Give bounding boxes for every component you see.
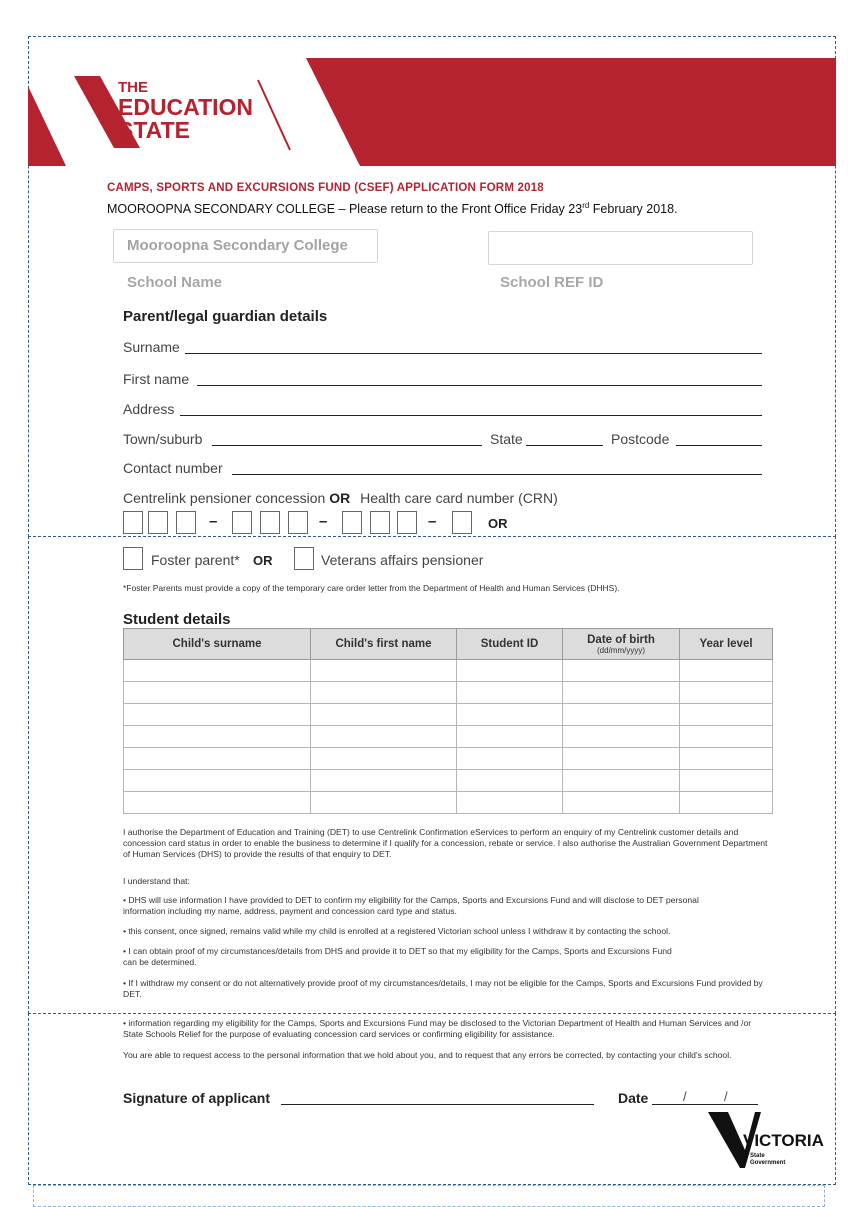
town-field[interactable] — [212, 445, 482, 446]
crn-digit-box[interactable] — [176, 511, 196, 534]
table-row — [124, 682, 773, 704]
table-row — [124, 770, 773, 792]
table-cell[interactable] — [124, 792, 311, 814]
table-cell[interactable] — [680, 682, 773, 704]
crn-separator: – — [319, 513, 328, 530]
dob-format: (dd/mm/yyyy) — [597, 645, 645, 655]
date-separator: / — [683, 1089, 687, 1104]
form-subtitle: MOOROOPNA SECONDARY COLLEGE – Please return to the Front Office Friday 23rd February 2018. — [107, 201, 678, 217]
address-label: Address — [123, 401, 175, 417]
surname-label: Surname — [123, 339, 180, 355]
contact-number-label: Contact number — [123, 460, 223, 476]
foster-parent-checkbox[interactable] — [123, 547, 143, 570]
victoria-sub-1: State — [750, 1153, 765, 1159]
surname-field[interactable] — [185, 353, 762, 354]
crn-digit-box[interactable] — [123, 511, 143, 534]
state-label: State — [490, 431, 523, 447]
consent-bullet-5: • information regarding my eligibility for the Camps, Sports and Excursions Fund may be disclosed to the Victorian Department of Health and Human Services and /or State Schools Relief for the purpose of evaluating concession card services or confirming eligibility for assistance. — [123, 1018, 752, 1039]
consent-bullet-4: • If I withdraw my consent or do not alternatively provide proof of my circumstances/details, I may not be eligible for the Camps, Sports and Excursions Fund provided by DET. — [123, 978, 763, 999]
school-name-label: School Name — [127, 274, 223, 291]
school-name-value: Mooroopna Secondary College — [127, 237, 348, 254]
table-cell[interactable] — [311, 704, 457, 726]
table-row — [124, 726, 773, 748]
education-state-logo — [74, 76, 290, 150]
foster-parent-label: Foster parent* — [151, 552, 240, 568]
table-cell[interactable] — [563, 704, 680, 726]
first-name-field[interactable] — [197, 385, 762, 386]
consent-access: You are able to request access to the personal information that we hold about you, and to request that any errors be corrected, by contacting your child's school. — [123, 1050, 732, 1060]
consent-bullet-1: • DHS will use information I have provided to DET to confirm my eligibility for the Camps, Sports and Excursions Fund and will disclose to DET personal information including my name, address, payment and concession card type and status. — [123, 895, 699, 916]
table-cell[interactable] — [124, 704, 311, 726]
consent-bullet-3: • I can obtain proof of my circumstances/details from DHS and provide it to DET so that my eligibility for the Camps, Sports and Excursions Fund can be determined. — [123, 946, 672, 967]
centrelink-label: Centrelink pensioner concession — [123, 490, 326, 506]
table-cell[interactable] — [311, 682, 457, 704]
table-cell[interactable] — [680, 792, 773, 814]
table-cell[interactable] — [124, 748, 311, 770]
logo-line-1: THE — [118, 79, 148, 96]
crn-digit-box[interactable] — [232, 511, 252, 534]
table-cell[interactable] — [680, 726, 773, 748]
col-child-first-name: Child's first name — [311, 629, 457, 660]
table-cell[interactable] — [311, 770, 457, 792]
date-field[interactable] — [652, 1104, 758, 1105]
contact-number-field[interactable] — [232, 474, 762, 475]
table-row — [124, 704, 773, 726]
table-cell[interactable] — [311, 660, 457, 682]
dob-label: Date of birth — [587, 633, 655, 646]
student-table — [123, 628, 773, 814]
address-field[interactable] — [180, 415, 762, 416]
parent-details-heading: Parent/legal guardian details — [123, 308, 328, 325]
table-cell[interactable] — [311, 726, 457, 748]
crn-digit-box[interactable] — [452, 511, 472, 534]
table-cell[interactable] — [457, 704, 563, 726]
consent-understand: I understand that: — [123, 876, 190, 886]
first-name-label: First name — [123, 371, 190, 387]
school-name-field[interactable] — [113, 229, 378, 263]
col-date-of-birth — [563, 629, 680, 660]
table-cell[interactable] — [457, 660, 563, 682]
table-cell[interactable] — [311, 792, 457, 814]
table-cell[interactable] — [457, 748, 563, 770]
crn-separator: – — [209, 513, 218, 530]
crn-digit-box[interactable] — [397, 511, 417, 534]
table-cell[interactable] — [457, 726, 563, 748]
date-label: Date — [618, 1090, 649, 1106]
table-cell[interactable] — [563, 748, 680, 770]
foster-note: *Foster Parents must provide a copy of the temporary care order letter from the Department of Health and Human Services (DHHS). — [123, 583, 620, 593]
table-cell[interactable] — [311, 748, 457, 770]
consent-bullet-2: • this consent, once signed, remains valid while my child is enrolled at a registered Victorian school unless I withdraw it by contacting the school. — [123, 926, 671, 936]
concession-label — [123, 490, 558, 506]
table-cell[interactable] — [457, 770, 563, 792]
table-cell[interactable] — [680, 660, 773, 682]
signature-field[interactable] — [281, 1104, 594, 1105]
school-ref-field[interactable] — [488, 231, 753, 265]
table-cell[interactable] — [563, 726, 680, 748]
table-cell[interactable] — [457, 792, 563, 814]
table-cell[interactable] — [124, 660, 311, 682]
table-cell[interactable] — [563, 792, 680, 814]
table-cell[interactable] — [563, 682, 680, 704]
student-table-header — [124, 629, 773, 660]
student-details-heading: Student details — [123, 611, 231, 628]
state-field[interactable] — [526, 445, 603, 446]
form-title: CAMPS, SPORTS AND EXCURSIONS FUND (CSEF) APPLICATION FORM 2018 — [107, 182, 544, 194]
table-row — [124, 748, 773, 770]
crn-separator: – — [428, 513, 437, 530]
foster-or: OR — [253, 553, 273, 568]
concession-or: OR — [329, 490, 351, 506]
table-row — [124, 660, 773, 682]
victoria-government-logo — [703, 1110, 824, 1172]
table-cell[interactable] — [680, 704, 773, 726]
consent-authorise: I authorise the Department of Education and Training (DET) to use Centrelink Confirmation eServices to perform an enquiry of my Centrelink customer details and concession card status in order to enable the business to determine if I qualify for a concession, rebate or service. I also authorise the Australian Government Department of Human Services (DHS) to provide the results of that enquiry to DET. — [123, 827, 768, 859]
victoria-wordmark: VICTORIA — [743, 1131, 824, 1150]
crn-label: Health care card number (CRN) — [360, 490, 558, 506]
table-cell[interactable] — [124, 726, 311, 748]
header-banner — [28, 58, 836, 166]
col-year-level: Year level — [680, 629, 773, 660]
crn-digit-box[interactable] — [342, 511, 362, 534]
crn-digit-box[interactable] — [288, 511, 308, 534]
page-border-next — [33, 1185, 825, 1207]
crn-digit-box[interactable] — [260, 511, 280, 534]
crn-digit-box[interactable] — [148, 511, 168, 534]
table-cell[interactable] — [563, 660, 680, 682]
col-child-surname: Child's surname — [124, 629, 311, 660]
table-cell[interactable] — [563, 770, 680, 792]
table-cell[interactable] — [680, 770, 773, 792]
col-student-id: Student ID — [457, 629, 563, 660]
town-label: Town/suburb — [123, 431, 203, 447]
table-cell[interactable] — [680, 748, 773, 770]
crn-or: OR — [488, 516, 508, 531]
logo-line-3: STATE — [118, 117, 190, 143]
postcode-label: Postcode — [611, 431, 670, 447]
table-cell[interactable] — [457, 682, 563, 704]
date-separator: / — [724, 1089, 728, 1104]
table-cell[interactable] — [124, 770, 311, 792]
logo-line-2: EDUCATION — [118, 94, 254, 120]
veterans-label: Veterans affairs pensioner — [321, 552, 484, 568]
veterans-checkbox[interactable] — [294, 547, 314, 570]
table-cell[interactable] — [124, 682, 311, 704]
table-row — [124, 792, 773, 814]
victoria-sub-2: Government — [750, 1160, 786, 1166]
postcode-field[interactable] — [676, 445, 762, 446]
signature-label: Signature of applicant — [123, 1090, 271, 1106]
school-ref-label: School REF ID — [500, 274, 604, 291]
crn-digit-box[interactable] — [370, 511, 390, 534]
